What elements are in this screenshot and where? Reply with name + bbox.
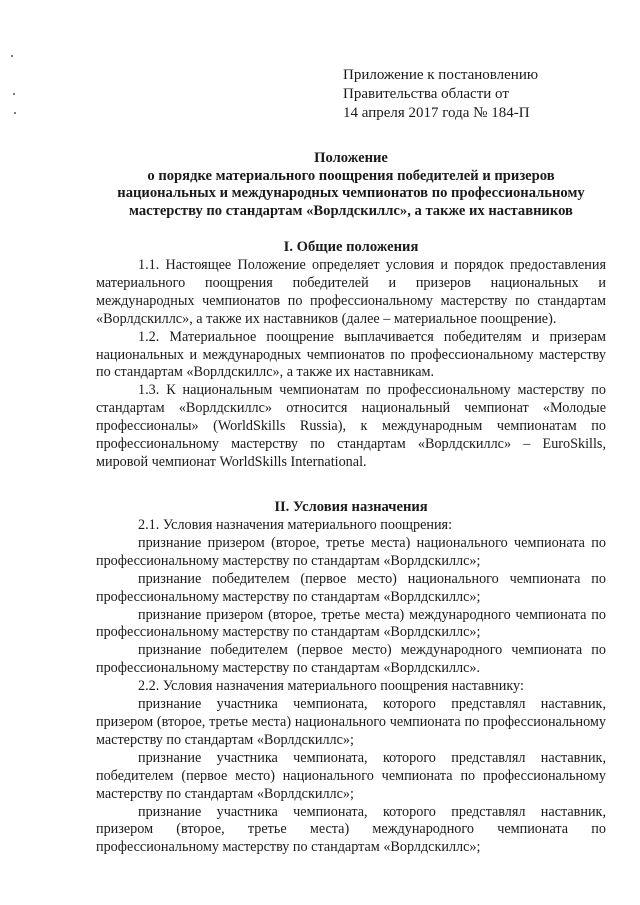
appendix-note <box>343 66 538 123</box>
title-line: Положение <box>314 150 388 166</box>
paragraph: признание участника чемпионата, которого представлял наставник, призером (второе, третье места) национального чемпионата по профессиональному мастерству по стандартам «Ворлдскиллс»; <box>96 696 606 748</box>
paragraph: 2.1. Условия назначения материального поощрения: <box>138 517 453 533</box>
paragraph: признание победителем (первое место) международного чемпионата по профессиональному мастерству по стандартам «Ворлдскиллс». <box>96 642 606 677</box>
paragraph: признание участника чемпионата, которого представлял наставник, победителем (первое место) национального чемпионата по профессиональному мастерству по стандартам «Ворлдскиллс»; <box>96 749 606 802</box>
appendix-line: 14 апреля 2017 года № 184-П <box>343 105 530 121</box>
title-line: национальных и международных чемпионатов по профессиональному <box>117 185 585 202</box>
section-heading: II. Условия назначения <box>274 499 428 515</box>
scan-speck <box>11 55 13 57</box>
scan-speck <box>13 93 15 95</box>
paragraph: 1.3. К национальным чемпионатам по профессиональному мастерству по стандартам «Ворлдскиллс» относится национальный чемпионат «Молодые профессионалы» (WorldSkills Russia), к международным чемпионатам по профессиональному мастерству по стандартам «Ворлдскиллс» – EuroSkills, мировой чемпионат WorldSkills International. <box>96 382 606 470</box>
section-heading: I. Общие положения <box>283 239 419 255</box>
appendix-line: Приложение к постановлению <box>343 67 539 83</box>
appendix-line: Правительства области от <box>343 86 509 102</box>
scan-speck <box>14 112 16 114</box>
title-line: о порядке материального поощрения победителей и призеров <box>147 167 555 184</box>
document-title <box>96 150 606 220</box>
paragraph: 1.1. Настоящее Положение определяет условия и порядок предоставления материального поощрения победителей и призеров национальных и международных чемпионатов по профессиональному мастерству по стандартам «Ворлдскиллс», а также их наставников (далее – материальное поощрение). <box>96 257 606 327</box>
paragraph: 2.2. Условия назначения материального поощрения наставнику: <box>138 678 524 695</box>
paragraph: 1.2. Материальное поощрение выплачивается победителям и призерам национальных и международных чемпионатов по профессиональному мастерству по стандартам «Ворлдскиллс», а также их наставникам. <box>96 328 606 381</box>
paragraph: признание участника чемпионата, которого представлял наставник, призером (второе, третье места) международного чемпионата по профессиональному мастерству по стандартам «Ворлдскиллс»; <box>96 803 606 856</box>
title-line: мастерству по стандартам «Ворлдскиллс», а также их наставников <box>129 202 573 219</box>
paragraph: признание призером (второе, третье места) национального чемпионата по профессиональному мастерству по стандартам «Ворлдскиллс»; <box>96 534 606 569</box>
section-body <box>96 257 606 472</box>
section-body <box>96 517 606 857</box>
paragraph: признание победителем (первое место) национального чемпионата по профессиональному мастерству по стандартам «Ворлдскиллс»; <box>96 570 606 605</box>
paragraph: признание призером (второе, третье места) международного чемпионата по профессиональному мастерству по стандартам «Ворлдскиллс»; <box>96 606 606 641</box>
